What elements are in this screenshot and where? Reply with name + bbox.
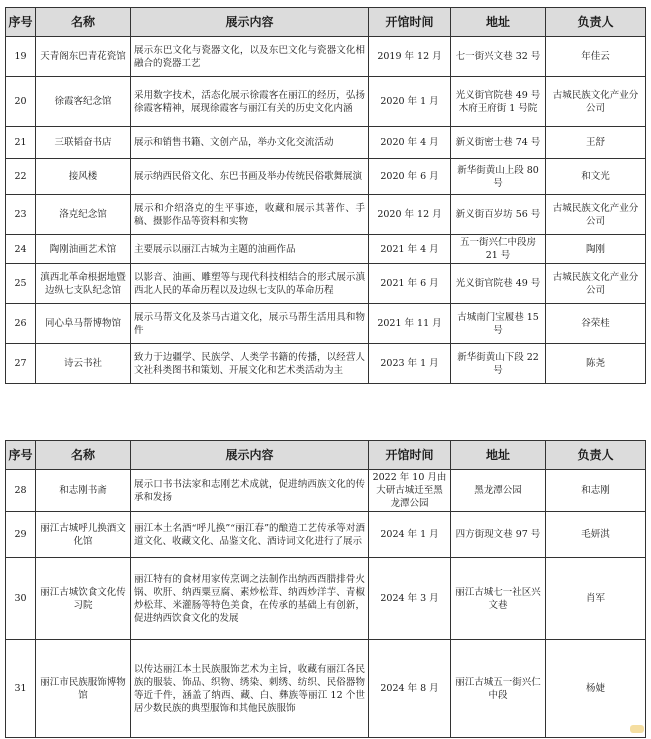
cell-content: 展示口书书法家和志刚艺术成就，促进纳西族文化的传承和发扬 xyxy=(131,470,369,512)
table-row xyxy=(6,558,646,640)
cell-person: 年佳云 xyxy=(546,37,646,77)
cell-num: 25 xyxy=(6,264,36,304)
cell-person: 和文光 xyxy=(546,159,646,195)
cell-name: 丽江市民族服饰博物馆 xyxy=(36,640,131,738)
cell-content: 展示纳西民俗文化、东巴书画及举办传统民俗歌舞展演 xyxy=(131,159,369,195)
header-person: 负责人 xyxy=(546,8,646,37)
table-row xyxy=(6,640,646,738)
table-row xyxy=(6,127,646,159)
cell-open-time: 2019 年 12 月 xyxy=(369,37,451,77)
cell-num: 20 xyxy=(6,77,36,127)
cell-num: 26 xyxy=(6,304,36,344)
cell-content: 主要展示以丽江古城为主题的油画作品 xyxy=(131,235,369,264)
museum-table-1 xyxy=(5,7,646,384)
cell-person: 古城民族文化产业分公司 xyxy=(546,77,646,127)
cell-open-time: 2024 年 3 月 xyxy=(369,558,451,640)
header-person: 负责人 xyxy=(546,441,646,470)
cell-content: 采用数字技术，活态化展示徐霞客在丽江的经历，弘扬徐霞客精神，展现徐霞客与丽江有关的历史文化内涵 xyxy=(131,77,369,127)
cell-name: 陶刚油画艺术馆 xyxy=(36,235,131,264)
cell-person: 陶刚 xyxy=(546,235,646,264)
cell-num: 23 xyxy=(6,195,36,235)
cell-person: 古城民族文化产业分公司 xyxy=(546,264,646,304)
cell-num: 28 xyxy=(6,470,36,512)
cell-name: 丽江古城呼儿换酒文化馆 xyxy=(36,512,131,558)
cell-address: 新义街百岁坊 56 号 xyxy=(451,195,546,235)
cell-address: 新华街黄山上段 80 号 xyxy=(451,159,546,195)
cell-person: 肖军 xyxy=(546,558,646,640)
cell-num: 19 xyxy=(6,37,36,77)
cell-num: 21 xyxy=(6,127,36,159)
cell-name: 同心阜马帮博物馆 xyxy=(36,304,131,344)
cell-person: 陈尧 xyxy=(546,344,646,384)
cell-num: 22 xyxy=(6,159,36,195)
cell-name: 接风楼 xyxy=(36,159,131,195)
table-row xyxy=(6,304,646,344)
cell-address: 新义街密士巷 74 号 xyxy=(451,127,546,159)
cell-open-time: 2020 年 6 月 xyxy=(369,159,451,195)
cell-content: 展示马帮文化及茶马古道文化，展示马帮生活用具和物件 xyxy=(131,304,369,344)
cell-name: 诗云书社 xyxy=(36,344,131,384)
cell-open-time: 2024 年 1 月 xyxy=(369,512,451,558)
cell-open-time: 2020 年 4 月 xyxy=(369,127,451,159)
cell-address: 丽江古城五一街兴仁中段 xyxy=(451,640,546,738)
cell-num: 30 xyxy=(6,558,36,640)
cell-person: 古城民族文化产业分公司 xyxy=(546,195,646,235)
corner-mark-icon xyxy=(629,723,645,735)
cell-person: 杨婕 xyxy=(546,640,646,738)
table-row xyxy=(6,77,646,127)
table-row xyxy=(6,470,646,512)
header-address: 地址 xyxy=(451,441,546,470)
cell-address: 光义街官院巷 49 号 xyxy=(451,264,546,304)
cell-open-time: 2021 年 11 月 xyxy=(369,304,451,344)
cell-name: 和志刚书斋 xyxy=(36,470,131,512)
cell-person: 毛妍淇 xyxy=(546,512,646,558)
cell-open-time: 2020 年 12 月 xyxy=(369,195,451,235)
table-row xyxy=(6,344,646,384)
header-name: 名称 xyxy=(36,441,131,470)
table-header-row xyxy=(6,8,646,37)
cell-name: 滇西北革命根据地暨边纵七支队纪念馆 xyxy=(36,264,131,304)
header-content: 展示内容 xyxy=(131,8,369,37)
cell-content: 丽江特有的食材用家传烹调之法制作出纳西酉腊排骨火锅、吹肝、纳西粟豆腐、素炒松茸、纳西炒洋芋、青椒炒松茸、米灌肠等特色美食，在传承的基础上有创新，促进纳西饮食文化的发展 xyxy=(131,558,369,640)
cell-num: 27 xyxy=(6,344,36,384)
cell-name: 天青阁东巴青花瓷馆 xyxy=(36,37,131,77)
cell-content: 展示和销售书籍、文创产品，举办文化交流活动 xyxy=(131,127,369,159)
cell-address: 光义街官院巷 49 号木府王府街 1 号院 xyxy=(451,77,546,127)
header-open-time: 开馆时间 xyxy=(369,8,451,37)
cell-person: 王舒 xyxy=(546,127,646,159)
cell-person: 谷荣桂 xyxy=(546,304,646,344)
cell-person: 和志刚 xyxy=(546,470,646,512)
table-header-row xyxy=(6,441,646,470)
table-row xyxy=(6,235,646,264)
cell-address: 四方街现文巷 97 号 xyxy=(451,512,546,558)
header-open-time: 开馆时间 xyxy=(369,441,451,470)
cell-address: 黑龙潭公园 xyxy=(451,470,546,512)
cell-num: 29 xyxy=(6,512,36,558)
cell-open-time: 2022 年 10 月由大研古城迁至黑龙潭公园 xyxy=(369,470,451,512)
cell-open-time: 2020 年 1 月 xyxy=(369,77,451,127)
cell-num: 24 xyxy=(6,235,36,264)
cell-address: 七一街兴文巷 32 号 xyxy=(451,37,546,77)
header-num: 序号 xyxy=(6,441,36,470)
cell-address: 丽江古城七一社区兴文巷 xyxy=(451,558,546,640)
cell-open-time: 2024 年 8 月 xyxy=(369,640,451,738)
cell-content: 以影音、油画、雕塑等与现代科技相结合的形式展示滇西北人民的革命历程以及边纵七支队的革命历程 xyxy=(131,264,369,304)
cell-name: 洛克纪念馆 xyxy=(36,195,131,235)
cell-name: 丽江古城饮食文化传习院 xyxy=(36,558,131,640)
cell-content: 丽江本土名酒“呼儿换”“丽江春”的酿造工艺传承等对酒道文化、收藏文化、品鉴文化、酒诗词文化进行了展示 xyxy=(131,512,369,558)
cell-address: 古城南门宝履巷 15 号 xyxy=(451,304,546,344)
cell-num: 31 xyxy=(6,640,36,738)
cell-open-time: 2021 年 6 月 xyxy=(369,264,451,304)
table-row xyxy=(6,512,646,558)
cell-content: 以传达丽江本土民族服饰艺术为主旨，收藏有丽江各民族的服装、饰品、织物、绣染、刺绣、纺织、民俗器物等近千件，涵盖了纳西、藏、白、彝族等丽江 12 个世居少数民族的典型服饰和其他民族服饰 xyxy=(131,640,369,738)
cell-content: 致力于边疆学、民族学、人类学书籍的传播，以经营人文社科类图书和策划、开展文化和艺术类活动为主 xyxy=(131,344,369,384)
cell-address: 新华街黄山下段 22 号 xyxy=(451,344,546,384)
cell-name: 三联韬奋书店 xyxy=(36,127,131,159)
cell-content: 展示东巴文化与瓷器文化，以及东巴文化与瓷器文化相融合的瓷器工艺 xyxy=(131,37,369,77)
table-row xyxy=(6,195,646,235)
cell-address: 五一街兴仁中段房 21 号 xyxy=(451,235,546,264)
cell-name: 徐霞客纪念馆 xyxy=(36,77,131,127)
museum-table-2 xyxy=(5,440,646,738)
header-num: 序号 xyxy=(6,8,36,37)
cell-open-time: 2023 年 1 月 xyxy=(369,344,451,384)
table-row xyxy=(6,264,646,304)
cell-content: 展示和介绍洛克的生平事迹，收藏和展示其著作、手稿、摄影作品等资料和实物 xyxy=(131,195,369,235)
header-content: 展示内容 xyxy=(131,441,369,470)
cell-open-time: 2021 年 4 月 xyxy=(369,235,451,264)
header-name: 名称 xyxy=(36,8,131,37)
table-row xyxy=(6,37,646,77)
table-row xyxy=(6,159,646,195)
header-address: 地址 xyxy=(451,8,546,37)
